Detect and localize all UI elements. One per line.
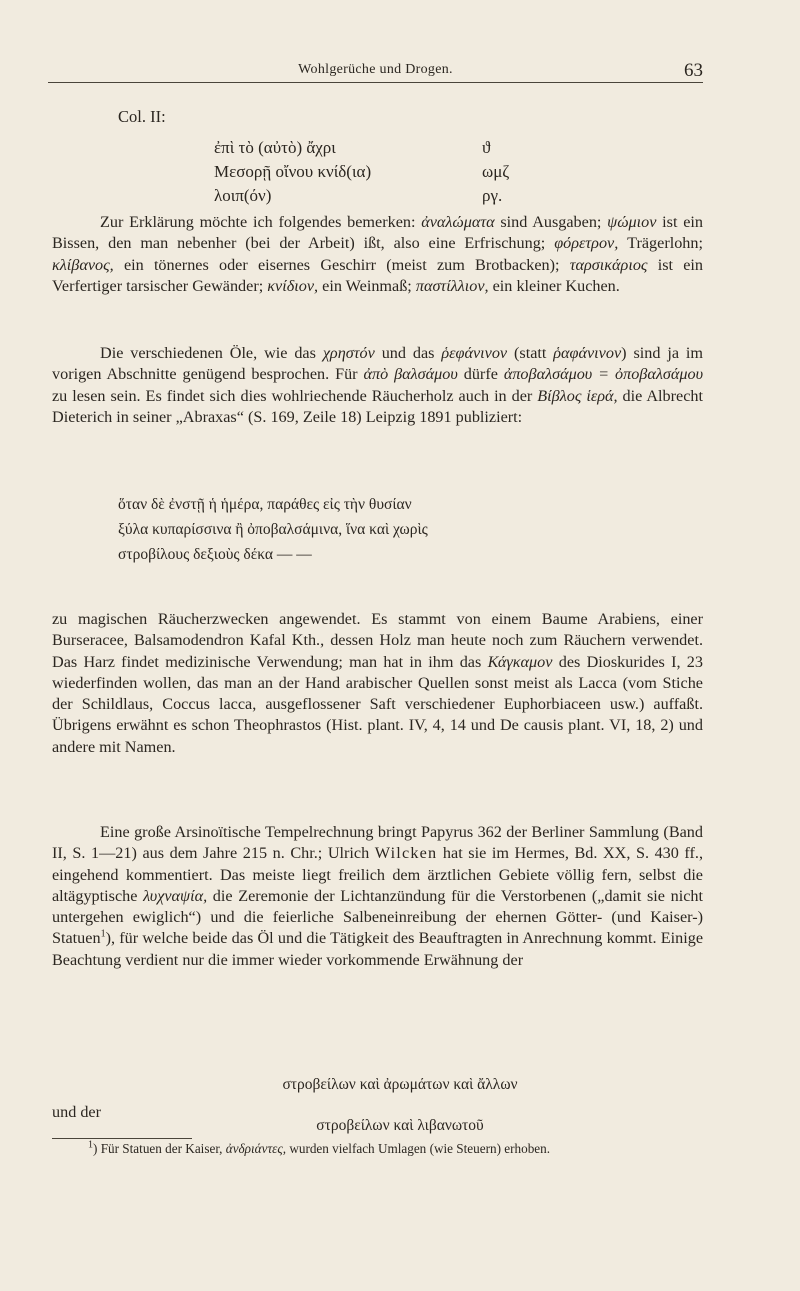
- papyrus-account-table: [214, 136, 584, 208]
- greek-term: ἀναλώματα: [421, 213, 495, 231]
- greek-term: κλίβανος,: [52, 255, 114, 274]
- paragraph-explanations: Zur Erklärung möchte ich folgendes bemerken: ἀναλώματα sind Ausgaben; ψώμιον ist ein Bissen, den man nebenher (bei der Arbeit) ißt, also eine Erfrischung; φόρετρον, Trägerlohn; κλίβανος, ein tönernes oder eisernes Geschirr (meist zum Brotbacken); ταρσικάριος ist ein Verfertiger tarsischer Gewänder; κνίδιον, ein Weinmaß; παστίλλιον, ein kleiner Kuchen.: [52, 213, 703, 295]
- greek-citation-line: στροβείλων καὶ ἀρωμάτων καὶ ἄλλων: [282, 1076, 518, 1093]
- greek-quotation: [118, 492, 718, 567]
- greek-term: κνίδιον,: [267, 276, 319, 295]
- greek-term: ἀπὸ βαλσάμου: [363, 365, 458, 384]
- paragraph-oils: Die verschiedenen Öle, wie das χρηστόν und das ῥεφάνινον (statt ῥαφάνινον) sind ja im vorigen Abschnitte genügend besprochen. Für ἀπὸ βαλσάμου dürfe ἀποβαλσάμου = ὀποβαλσάμου zu lesen sein. Es findet sich dies wohlriechende Räucherholz auch in der Βίβλος ἱερά, die Albrecht Dieterich in seiner „Abraxas“ (S. 169, Zeile 18) Leipzig 1891 publiziert:: [52, 344, 703, 426]
- quotation-line: στροβίλους δεξιοὺς δέκα — —: [118, 546, 312, 563]
- connective-text: und der: [52, 1103, 101, 1121]
- page-number: 63: [684, 60, 703, 81]
- greek-term: φόρετρον,: [554, 234, 619, 253]
- greek-term: ῥαφάνινον: [553, 344, 622, 362]
- footnote-mark: 1: [88, 1139, 93, 1151]
- greek-term: λυχναψία,: [143, 886, 208, 905]
- quotation-line: ὅταν δὲ ἐνστῇ ἡ ἡμέρα, παράθες εἰς τὴν θυσίαν: [118, 496, 412, 513]
- paragraph-balsam: zu magischen Räucherzwecken angewendet. Es stammt von einem Baume Arabiens, einer Burseracee, Balsamodendron Kafal Kth., dessen Holz man heute noch zum Räuchern verwendet. Das Harz findet medizinische Verwendung; man hat in ihm das Κάγκαμον des Dioskurides I, 23 wiederfinden wollen, das man an der Hand arabischer Quellen sonst meist als Lacca (vom Stiche der Schildlaus, Coccus lacca, ausgeflossener Saft verschiedener Euphorbiaceen usw.) auffaßt. Übrigens erwähnt es schon Theophrastos (Hist. plant. IV, 4, 14 und De causis plant. VI, 18, 2) und andere mit Namen.: [52, 610, 703, 756]
- account-entry: λοιπ(όν): [214, 186, 272, 205]
- account-entry: ἐπὶ τὸ (αὐτὸ) ἄχρι: [214, 138, 336, 157]
- greek-term: χρηστόν: [322, 344, 375, 362]
- greek-term: ταρσικάριος: [569, 255, 648, 274]
- greek-term: ψώμιον: [607, 213, 657, 231]
- greek-term: παστίλλιον,: [415, 276, 489, 295]
- running-title: Wohlgerüche und Drogen.: [298, 62, 453, 77]
- greek-term: ἀνδριάντες,: [225, 1141, 287, 1156]
- footnote-reference: 1: [100, 929, 106, 941]
- account-entry: Μεσορῇ οἴνου κνίδ(ια): [214, 162, 372, 181]
- account-row: [214, 184, 584, 208]
- account-amount: ϑ: [482, 138, 491, 157]
- greek-term: Κάγκαμον: [487, 652, 553, 671]
- account-row: [214, 136, 584, 160]
- greek-term: ῥεφάνινον: [441, 344, 508, 362]
- footnote: $^1$) Für Statuen der Kaiser, ἀνδριάντες, wurden vielfach Umlagen (wie Steuern) erhoben.: [88, 1139, 551, 1156]
- greek-term: Βίβλος ἱερά,: [537, 386, 618, 405]
- author-name: Wilcken: [374, 844, 438, 863]
- account-amount: ωμζ: [482, 162, 510, 181]
- account-amount: ργ.: [482, 186, 503, 205]
- footnote-divider: [52, 1138, 192, 1139]
- greek-citation-line: στροβείλων καὶ λιβανωτοῦ: [316, 1117, 484, 1134]
- paragraph-temple-account: Eine große Arsinoïtische Tempelrechnung bringt Papyrus 362 der Berliner Sammlung (Band II, S. 1—21) aus dem Jahre 215 n. Chr.; Ulrich Wilcken hat sie im Hermes, Bd. XX, S. 430 ff., eingehend kommentiert. Das meiste liegt freilich dem ärztlichen Gebiete völlig fern, selbst die altägyptische λυχναψία, die Zeremonie der Lichtanzündung für die Verstorbenen („damit sie nicht untergehen ewiglich“) und die feierliche Salbeneinreibung der ehernen Götter- (und Kaiser-) Statuen$^1$), für welche beide das Öl und die Tätigkeit des Beauftragten in Anrechnung kommt. Einige Beachtung verdient nur die immer wieder vorkommende Erwähnung der: [52, 823, 704, 969]
- account-row: [214, 160, 584, 184]
- column-label: Col. II:: [118, 107, 166, 126]
- quotation-line: ξύλα κυπαρίσσινα ἢ ὀποβαλσάμινα, ἵνα καὶ χωρὶς: [118, 521, 428, 538]
- greek-term: ἀποβαλσάμου = ὀποβαλσάμου: [503, 365, 703, 384]
- page-header: [48, 62, 703, 83]
